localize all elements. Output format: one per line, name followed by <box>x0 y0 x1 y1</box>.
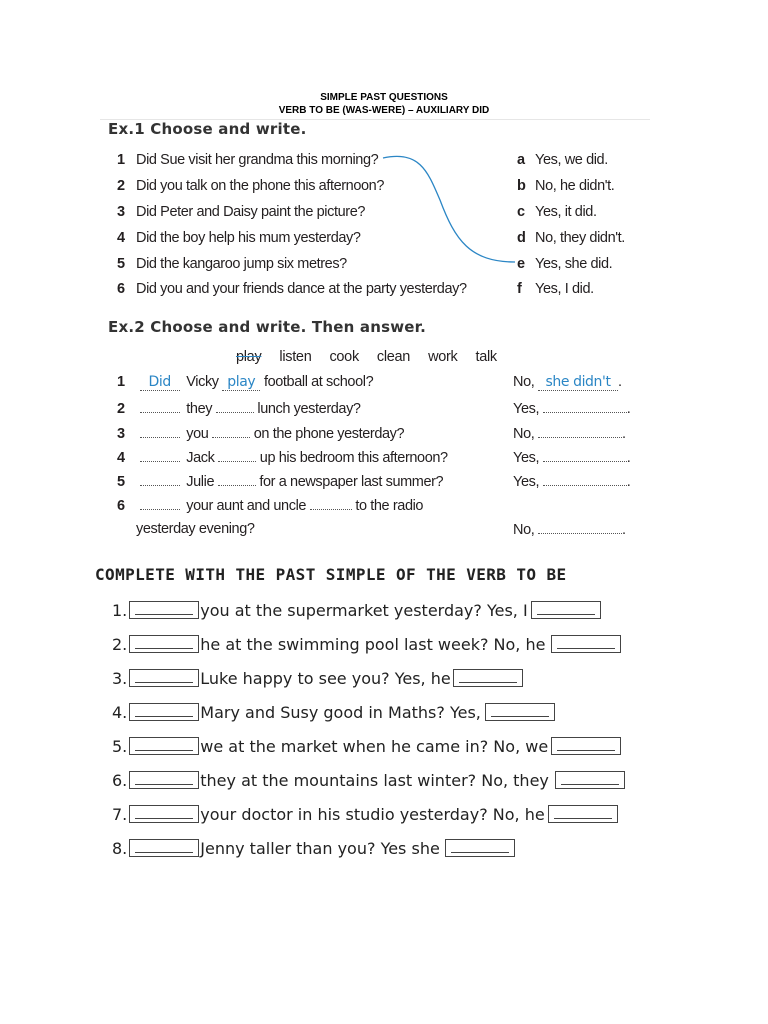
answer-box[interactable] <box>129 703 199 721</box>
row-subject: you <box>186 426 209 442</box>
row-text: up his bedroom this afternoon? <box>259 450 448 466</box>
answer-blank[interactable] <box>538 521 622 534</box>
answer-text: Yes, it did. <box>535 204 597 220</box>
row-subject: Jack <box>186 450 215 466</box>
question-number: 3 <box>117 204 125 220</box>
ex3-row <box>112 598 602 622</box>
answer-blank[interactable] <box>543 449 627 462</box>
ex2-row <box>117 449 448 466</box>
ex3-heading: COMPLETE WITH THE PAST SIMPLE OF THE VERB TO BE <box>95 565 567 584</box>
row-text: for a newspaper last summer? <box>259 474 444 490</box>
answer-box[interactable] <box>129 771 199 789</box>
answer-box[interactable] <box>551 737 621 755</box>
question-text: Did you talk on the phone this afternoon? <box>136 178 385 194</box>
row-text: Mary and Susy good in Maths? Yes, <box>200 702 481 722</box>
answer-blank[interactable] <box>140 425 180 438</box>
filled-blank[interactable]: Did <box>140 375 180 391</box>
answer-blank[interactable] <box>218 449 256 462</box>
question-text: Did Sue visit her grandma this morning? <box>136 152 379 168</box>
reply-word: Yes, <box>513 401 540 417</box>
answer-blank[interactable] <box>140 400 180 413</box>
word-bank-item: work <box>428 349 458 365</box>
row-number: 4 <box>117 450 125 466</box>
row-text: Jenny taller than you? Yes she <box>200 838 440 858</box>
answer-letter: c <box>517 204 525 220</box>
ex2-row <box>117 497 423 514</box>
row-number: 4. <box>112 702 128 722</box>
ex2-row <box>117 374 373 391</box>
row-number: 1 <box>117 374 125 390</box>
word-bank-item: talk <box>475 349 497 365</box>
ex2-reply <box>513 425 626 442</box>
answer-box[interactable] <box>129 839 199 857</box>
row-number: 7. <box>112 804 128 824</box>
answer-box[interactable] <box>555 771 625 789</box>
word-bank-item: listen <box>279 349 312 365</box>
answer-box[interactable] <box>129 635 199 653</box>
answer-blank[interactable] <box>543 473 627 486</box>
row-subject: your aunt and uncle <box>186 498 307 514</box>
row-text: on the phone yesterday? <box>253 426 405 442</box>
answer-box[interactable] <box>129 601 199 619</box>
ex3-row <box>112 632 622 656</box>
ex2-reply <box>513 473 630 490</box>
answer-box[interactable] <box>129 669 199 687</box>
row-text: lunch yesterday? <box>257 401 361 417</box>
worksheet-subtitle: VERB TO BE (WAS-WERE) – AUXILIARY DID <box>278 105 490 116</box>
ex3-row <box>112 700 556 724</box>
ex3-row <box>112 836 516 860</box>
row-text: they at the mountains last winter? No, they <box>200 770 549 790</box>
question-text: Did the boy help his mum yesterday? <box>136 230 361 246</box>
row-number: 8. <box>112 838 128 858</box>
word-bank <box>236 349 497 365</box>
question-number: 1 <box>117 152 125 168</box>
answer-blank[interactable] <box>310 497 352 510</box>
question-text: Did you and your friends dance at the party yesterday? <box>136 281 467 297</box>
row-text: your doctor in his studio yesterday? No, he <box>200 804 545 824</box>
filled-blank[interactable]: she didn't <box>538 375 618 391</box>
row-number: 3. <box>112 668 128 688</box>
reply-end: . <box>626 401 631 417</box>
answer-box[interactable] <box>453 669 523 687</box>
row-subject: they <box>186 401 213 417</box>
row-number: 1. <box>112 600 128 620</box>
answer-letter: a <box>517 152 525 168</box>
answer-box[interactable] <box>485 703 555 721</box>
ex3-row <box>112 666 524 690</box>
ex2-heading: Ex.2 Choose and write. Then answer. <box>108 318 427 336</box>
word-bank-item: play <box>236 349 262 365</box>
ex2-reply <box>513 449 630 466</box>
answer-blank[interactable] <box>218 473 256 486</box>
row-number: 2. <box>112 634 128 654</box>
row-text: you at the supermarket yesterday? Yes, I <box>200 600 528 620</box>
filled-blank[interactable]: play <box>222 375 260 391</box>
reply-end: . <box>618 374 622 390</box>
answer-box[interactable] <box>129 805 199 823</box>
ex2-reply <box>513 521 626 538</box>
answer-box[interactable] <box>551 635 621 653</box>
answer-blank[interactable] <box>140 449 180 462</box>
reply-end: . <box>622 426 626 442</box>
question-number: 4 <box>117 230 125 246</box>
ex2-row <box>117 425 404 442</box>
ex2-row <box>117 400 361 417</box>
answer-blank[interactable] <box>140 473 180 486</box>
question-text: Did the kangaroo jump six metres? <box>136 256 347 272</box>
row-continuation: yesterday evening? <box>136 521 255 537</box>
answer-blank[interactable] <box>538 425 622 438</box>
row-number: 6 <box>117 498 125 514</box>
reply-word: Yes, <box>513 474 540 490</box>
ex1-heading: Ex.1 Choose and write. <box>108 120 307 138</box>
answer-letter: d <box>517 230 526 246</box>
ex3-row <box>112 768 626 792</box>
reply-word: No, <box>513 426 535 442</box>
question-text: Did Peter and Daisy paint the picture? <box>136 204 366 220</box>
answer-text: Yes, I did. <box>535 281 594 297</box>
reply-word: Yes, <box>513 450 540 466</box>
question-number: 5 <box>117 256 125 272</box>
row-text: we at the market when he came in? No, we <box>200 736 549 756</box>
row-number: 2 <box>117 401 125 417</box>
answer-box[interactable] <box>129 737 199 755</box>
ex2-reply <box>513 400 630 417</box>
row-text: Luke happy to see you? Yes, he <box>200 668 451 688</box>
word-bank-item: cook <box>329 349 359 365</box>
reply-word: No, <box>513 522 535 538</box>
reply-end: . <box>622 522 626 538</box>
answer-blank[interactable] <box>140 497 180 510</box>
answer-text: No, they didn't. <box>535 230 625 246</box>
row-number: 3 <box>117 426 125 442</box>
row-text: he at the swimming pool last week? No, he <box>200 634 546 654</box>
question-number: 6 <box>117 281 125 297</box>
answer-letter: b <box>517 178 526 194</box>
ex3-row <box>112 734 622 758</box>
row-subject: Vicky <box>186 374 219 390</box>
question-number: 2 <box>117 178 125 194</box>
row-text: football at school? <box>263 374 374 390</box>
answer-box[interactable] <box>445 839 515 857</box>
reply-end: . <box>626 450 631 466</box>
row-number: 6. <box>112 770 128 790</box>
row-subject: Julie <box>186 474 215 490</box>
answer-letter: f <box>517 281 522 297</box>
answer-text: Yes, she did. <box>535 256 613 272</box>
row-number: 5 <box>117 474 125 490</box>
answer-letter: e <box>517 256 525 272</box>
ex3-row <box>112 802 619 826</box>
reply-word: No, <box>513 374 535 390</box>
answer-text: No, he didn't. <box>535 178 615 194</box>
answer-box[interactable] <box>531 601 601 619</box>
row-number: 5. <box>112 736 128 756</box>
answer-blank[interactable] <box>216 400 254 413</box>
ex2-reply <box>513 374 622 391</box>
word-bank-item: clean <box>376 349 411 365</box>
reply-end: . <box>626 474 631 490</box>
answer-blank[interactable] <box>543 400 627 413</box>
matching-line <box>0 0 768 300</box>
answer-text: Yes, we did. <box>535 152 608 168</box>
ex2-row <box>117 473 443 490</box>
worksheet-title: SIMPLE PAST QUESTIONS <box>320 92 448 103</box>
answer-box[interactable] <box>548 805 618 823</box>
row-text: to the radio <box>355 498 424 514</box>
answer-blank[interactable] <box>212 425 250 438</box>
